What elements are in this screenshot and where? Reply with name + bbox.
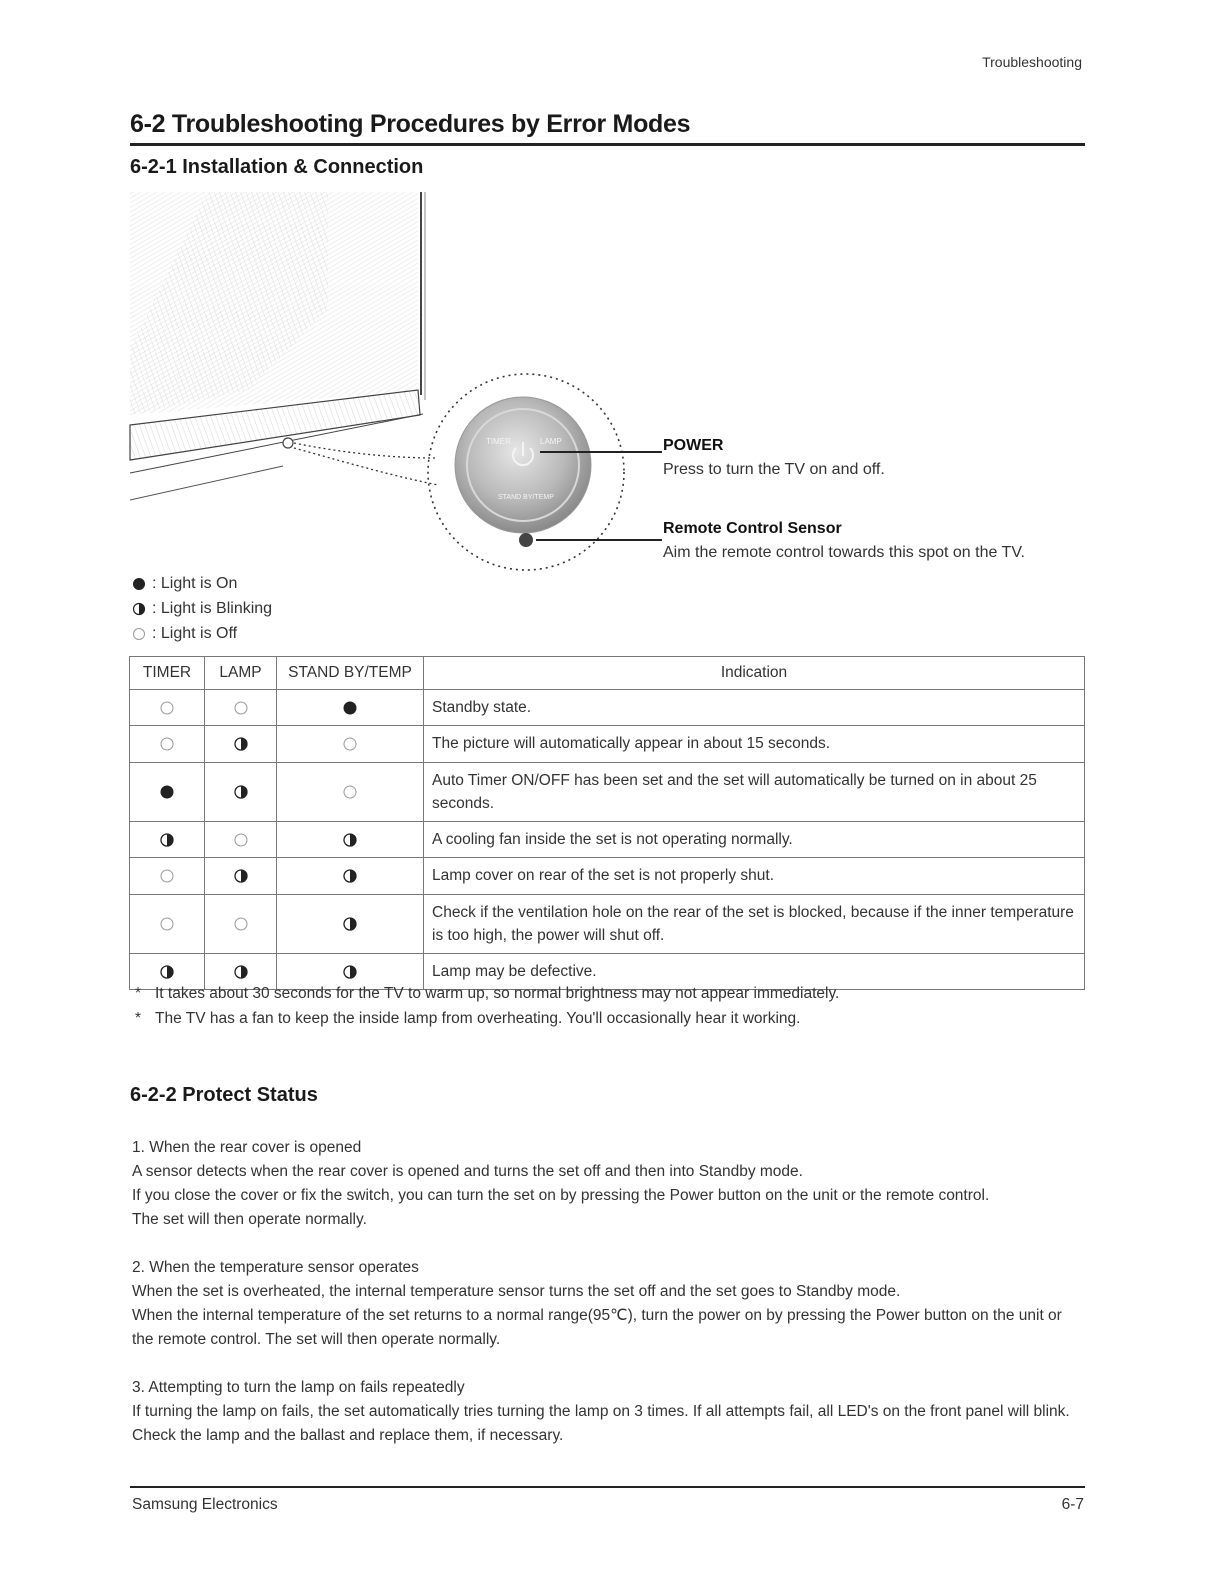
- panel-label-lamp: LAMP: [540, 437, 562, 446]
- footer-company: Samsung Electronics: [132, 1496, 278, 1513]
- header-indication: Indication: [424, 657, 1085, 690]
- protect-item-line: If turning the lamp on fails, the set automatically tries turning the lamp on 3 times. If all attempts fail, all LED's on the front panel will blink. Check the lamp and the ballast and replace them, if necessary.: [132, 1403, 1070, 1444]
- light-off-icon: [233, 700, 249, 716]
- callout-sensor-title: Remote Control Sensor: [663, 520, 842, 537]
- cell-timer: [130, 822, 205, 858]
- note-warmup: * It takes about 30 seconds for the TV to warm up, so normal brightness may not appear immediately.: [135, 985, 840, 1002]
- table-row: [130, 858, 1085, 894]
- light-on-icon: [159, 784, 175, 800]
- cell-standby: [277, 726, 424, 762]
- light-blinking-icon: [342, 964, 358, 980]
- light-blinking-icon: [342, 832, 358, 848]
- table-row: [130, 690, 1085, 726]
- legend-off: : Light is Off: [132, 625, 237, 643]
- cell-lamp: [205, 690, 277, 726]
- note-marker: *: [135, 985, 142, 1002]
- panel-label-standby: STAND BY/TEMP: [498, 494, 554, 501]
- protect-item-2: [132, 1256, 1082, 1352]
- table-row: [130, 894, 1085, 954]
- light-on-icon: [342, 700, 358, 716]
- legend-blink: : Light is Blinking: [132, 600, 272, 618]
- protect-item-line: When the set is overheated, the internal temperature sensor turns the set off and the set goes to Standby mode.: [132, 1283, 901, 1300]
- power-leader-end: [648, 448, 662, 454]
- light-off-icon: [159, 868, 175, 884]
- cell-indication: Auto Timer ON/OFF has been set and the set will automatically be turned on in about 25 seconds.: [424, 762, 1085, 822]
- cell-timer: [130, 858, 205, 894]
- protect-item-heading: 1. When the rear cover is opened: [132, 1139, 362, 1156]
- cell-lamp: [205, 822, 277, 858]
- cell-standby: [277, 894, 424, 954]
- led-indication-table: [129, 656, 1085, 990]
- cell-lamp: [205, 858, 277, 894]
- title-rule: [130, 143, 1085, 146]
- light-blinking-icon: [233, 868, 249, 884]
- light-blinking-icon: [159, 832, 175, 848]
- footer-rule: [130, 1486, 1085, 1488]
- light-off-icon: [342, 784, 358, 800]
- light-blinking-icon: [132, 602, 146, 616]
- light-off-icon: [159, 700, 175, 716]
- table-row: [130, 726, 1085, 762]
- callout-sensor-desc: Aim the remote control towards this spot on the TV.: [663, 544, 1025, 561]
- note-fan: * The TV has a fan to keep the inside lamp from overheating. You'll occasionally hear it working.: [135, 1010, 801, 1027]
- protect-item-line: The set will then operate normally.: [132, 1211, 367, 1228]
- light-blinking-icon: [233, 736, 249, 752]
- cell-lamp: [205, 762, 277, 822]
- cell-standby: [277, 690, 424, 726]
- cell-standby: [277, 822, 424, 858]
- protect-item-line: When the internal temperature of the set returns to a normal range(95℃), turn the power on by pressing the Power button on the unit or the remote control. The set will then operate normally.: [132, 1307, 1062, 1348]
- note-marker: *: [135, 1010, 142, 1027]
- light-blinking-icon: [342, 916, 358, 932]
- subsection-title-installation: 6-2-1 Installation & Connection: [130, 156, 424, 178]
- table-row: [130, 822, 1085, 858]
- light-off-icon: [233, 832, 249, 848]
- protect-item-line: A sensor detects when the rear cover is opened and turns the set off and then into Standby mode.: [132, 1163, 803, 1180]
- table-header-row: [130, 657, 1085, 690]
- light-off-icon: [132, 627, 146, 641]
- cell-indication: A cooling fan inside the set is not operating normally.: [424, 822, 1085, 858]
- cell-indication: Check if the ventilation hole on the rear of the set is blocked, because if the inner temperature is too high, the power will shut off.: [424, 894, 1085, 954]
- light-off-icon: [342, 736, 358, 752]
- light-blinking-icon: [233, 964, 249, 980]
- cell-indication: The picture will automatically appear in about 15 seconds.: [424, 726, 1085, 762]
- page-title: 6-2 Troubleshooting Procedures by Error Modes: [130, 110, 691, 138]
- cell-timer: [130, 690, 205, 726]
- protect-item-heading: 2. When the temperature sensor operates: [132, 1259, 419, 1276]
- light-on-icon: [132, 577, 146, 591]
- cell-timer: [130, 894, 205, 954]
- header-timer: TIMER: [130, 657, 205, 690]
- cell-lamp: [205, 894, 277, 954]
- subsection-title-protect: 6-2-2 Protect Status: [130, 1084, 318, 1106]
- sensor-leader-end: [648, 536, 662, 542]
- light-blinking-icon: [159, 964, 175, 980]
- light-off-icon: [159, 736, 175, 752]
- cell-timer: [130, 762, 205, 822]
- light-blinking-icon: [342, 868, 358, 884]
- light-off-icon: [233, 916, 249, 932]
- callout-power-desc: Press to turn the TV on and off.: [663, 461, 885, 478]
- cell-standby: [277, 762, 424, 822]
- panel-label-timer: TIMER: [486, 437, 511, 446]
- remote-sensor-dot: [519, 533, 533, 547]
- protect-item-3: [132, 1376, 1082, 1448]
- footer-page-number: 6-7: [1061, 1496, 1084, 1513]
- light-off-icon: [159, 916, 175, 932]
- header-lamp: LAMP: [205, 657, 277, 690]
- header-standby-temp: STAND BY/TEMP: [277, 657, 424, 690]
- cell-standby: [277, 858, 424, 894]
- cell-indication: Standby state.: [424, 690, 1085, 726]
- table-row: [130, 762, 1085, 822]
- tv-front-panel-illustration: [128, 190, 648, 575]
- running-header: Troubleshooting: [982, 54, 1082, 70]
- protect-item-1: [132, 1136, 1082, 1232]
- cell-indication: Lamp may be defective.: [424, 954, 1085, 990]
- cell-indication: Lamp cover on rear of the set is not properly shut.: [424, 858, 1085, 894]
- light-blinking-icon: [233, 784, 249, 800]
- callout-power-title: POWER: [663, 437, 724, 454]
- legend-on: : Light is On: [132, 575, 237, 593]
- cell-lamp: [205, 726, 277, 762]
- cell-timer: [130, 726, 205, 762]
- protect-item-heading: 3. Attempting to turn the lamp on fails repeatedly: [132, 1379, 465, 1396]
- protect-item-line: If you close the cover or fix the switch, you can turn the set on by pressing the Power button on the unit or the remote control.: [132, 1187, 990, 1204]
